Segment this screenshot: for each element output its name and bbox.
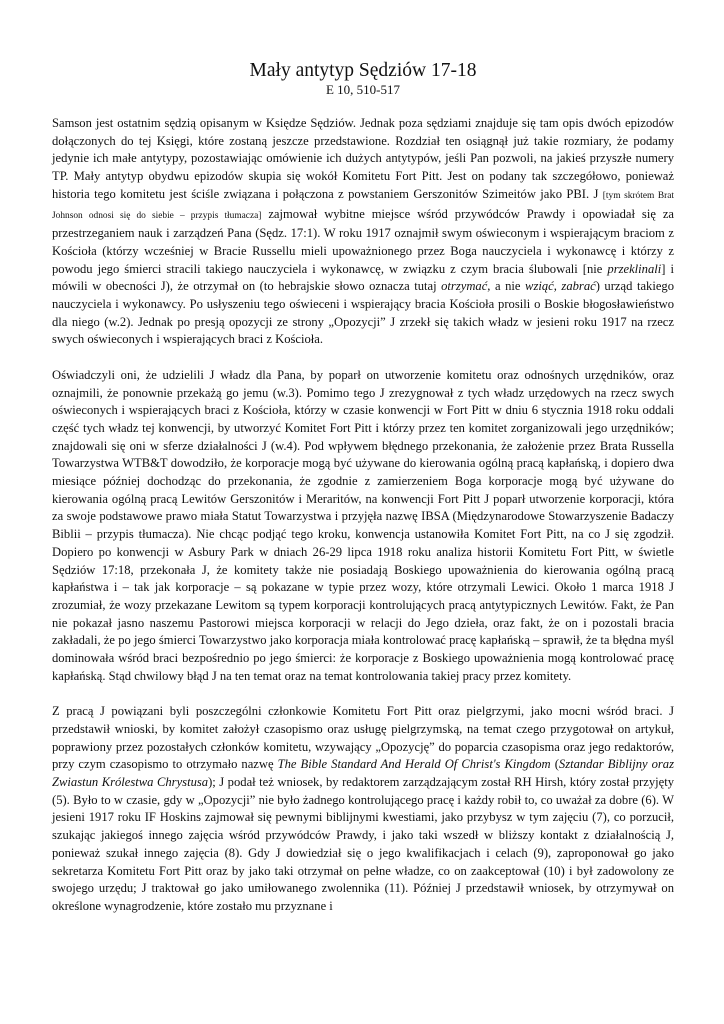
translator-note: [tym skrótem Brat Johnson odnosi się do siebie – przypis tłumacza] [52, 190, 674, 221]
paragraph-1 [52, 115, 674, 349]
text-run: Oświadczyli oni, że udzielili J władz dla Pana, by poparł on utworzenie komitetu oraz odnośnych urzędników, oraz oznajmili, że ponownie przekażą go jemu (w.3). Pomimo tego J zrezygnował z tych władz urzędowych na rzecz swych oświeconych i wspierających braci z Kościoła, którzy w czasie konwencji w Fort Pitt w dniu 6 stycznia 1918 roku oddali część tych władz tej konwencji, by utworzyć Komitet Fort Pitt i którzy przez ten komitet zorganizowali jego urzędników; znajdowali się oni w sferze działalności J (w.4). Pod wpływem błędnego przekonania, że założenie przez Brata Russella Towarzystwa WTB&T dowodziło, że korporacje mogą być używane do kierowania ogólną pracą kapłańską, i dopiero dwa miesiące później dochodząc do przekonania, że zgodnie z zamierzeniem Boga korporacje mogą być używane do kierowania ogólną pracą Lewitów Gerszonitów i Meraritów, na konwencji Fort Pitt J poparł utworzenie korporacji, która za swoje podstawowe prawo miała Statut Towarzystwa i przyjęła nazwę IBSA (Międzynarodowe Stowarzyszenie Badaczy Biblii – przypis tłumacza). Nie chcąc podjąć tego kroku, konwencja ustanowiła Komitet Fort Pitt, na co J się zgodził. Dopiero po konwencji w Asbury Park w dniach 26-29 lipca 1918 roku analiza historii Komitetu Fort Pitt, w świetle Sędziów 17:18, przekonała J, że komitety także nie posiadają Boskiego upoważnienia do kierowania ogólną pracą kapłaństwa i – tak jak korporacje – są pokazane w typie przez wozy, które otrzymali Lewici. Około 1 marca 1918 J zrozumiał, że wozy przekazane Lewitom są typem korporacji kontrolujących pracą antytypicznych Lewitów. Fakt, że Pan nie pokazał jasno naszemu Pastorowi miejsca korporacji w relacji do Jego dzieła, oraz fakt, że on i pozostali bracia zakładali, że po jego śmierci Towarzystwo jako korporacja miała kontrolować pracę kapłańską – sprawił, że ta błędna myśl dominowała wśród braci bezpośrednio po jego śmierci: że korporacje z Boskiego upoważnienia mogą kontrolować pracę kapłańską. Stąd chwilowy błąd J na ten temat oraz na temat kontrolowania takiej pracy przez komitety. [52, 367, 674, 683]
document-subtitle: E 10, 510-517 [325, 82, 401, 97]
paragraph-3 [52, 703, 674, 915]
text-run: ) urząd takiego nauczyciela i wykonawcy. Po usłyszeniu tego oświeceni i wspierający bracia Kościoła prosili o Boskie błogosławieństwo dla niego (w.2). Jednak po presją opozycji ze strony „Opozycji” J zrzekł się takich władz w jesieni roku 1917 na rzecz swych oświeconych i wspierających braci z Kościoła. [52, 279, 675, 347]
italic-run: wziąć, zabrać [525, 279, 596, 294]
text-run: , a nie [487, 279, 526, 294]
text-run: zajmował wybitne miejsce wśród przywódców Prawdy i opowiadał się za przestrzeganiem nauk i zarządzeń Pana (Sędz. 17:1). W roku 1917 oznajmił swym oświeconym i wspierającym braciom z Kościoła (którzy wcześniej w Bracie Russellu mieli upoważnionego przez Boga nauczyciela i wykonawcę i którzy z powodu jego śmierci stracili takiego nauczyciela i wykonawcę, w związku z czym bracia ślubowali [nie [52, 206, 674, 276]
italic-run: przeklinali [607, 261, 662, 276]
text-run: ); J podał też wniosek, by redaktorem zarządzającym został RH Hirsh, który został przyjęty (5). Było to w czasie, gdy w „Opozycji” nie było żadnego kontrolującego pracę i każdy robił to, co uważał za dobre (6). W jesieni 1917 roku IF Hoskins zajmował się pewnymi biblijnymi kwestiami, jako przybysz w tym zajęciu (7), co porzucił, szukając jakiegoś innego zajęcia wśród przywódców Prawdy, i jako taki wszedł w bliższy kontakt z działalnością J, ponieważ szukał innego zajęcia (8). Gdy J dowiedział się o jego kwalifikacjach i celach (9), zaproponował go jako sekretarza Komitetu Fort Pitt oraz by jako taki otrzymał on pełne władze, co on zaakceptował (10) i był zadowolony ze swojego urzędu; J traktował go jako umiłowanego zwolennika (11). Później J przedstawił wniosek, by otrzymywał on określone wynagrodzenie, które zostało mu przyznane i [52, 774, 675, 913]
document-title: Mały antytyp Sędziów 17-18 [249, 60, 477, 81]
text-run: ] i mówili w obecności J), że otrzymał on (to hebrajskie słowo oznacza tutaj [52, 261, 674, 294]
document-page [52, 60, 674, 933]
text-run: Samson jest ostatnim sędzią opisanym w Księdze Sędziów. Jednak poza sędziami znajduje się tam opis dwóch epizodów dołączonych do tej Księgi, które zostaną jeszcze przedstawione. Rozdział ten osiągnął już takie rozmiary, że podamy jedynie ich małe antytypy, pozostawiając omówienie ich dużych antytypów, jeśli Pan pozwoli, na jakieś przyszłe numery TP. Mały antytyp obydwu epizodów skupia się wokół Komitetu Fort Pitt. Jest on podany tak szczegółowo, ponieważ historia tego komitetu jest ściśle związana i połączona z powstaniem Gerszonitów Szimeitów jako PBI. J [52, 116, 674, 201]
italic-run: Sztandar Biblijny oraz Zwiastun Królestwa Chrystusa [52, 757, 675, 789]
paragraph-2 [52, 367, 674, 686]
text-run: Z pracą J powiązani byli poszczególni członkowie Komitetu Fort Pitt oraz pielgrzymi, jako mocni wśród braci. J przedstawił wnioski, by komitet założył czasopismo oraz usługę pielgrzymską, na temat czego przygotował on artykuł, poprawiony przez pozostałych członków komitetu, wzywający „Opozycję” do poparcia czasopisma oraz jego redaktorów, przy czym czasopismo to otrzymało nazwę [52, 704, 674, 772]
text-run: ( [550, 757, 559, 772]
italic-run: otrzymać [441, 279, 488, 294]
italic-run: The Bible Standard And Herald Of Christ's Kingdom [277, 757, 551, 772]
